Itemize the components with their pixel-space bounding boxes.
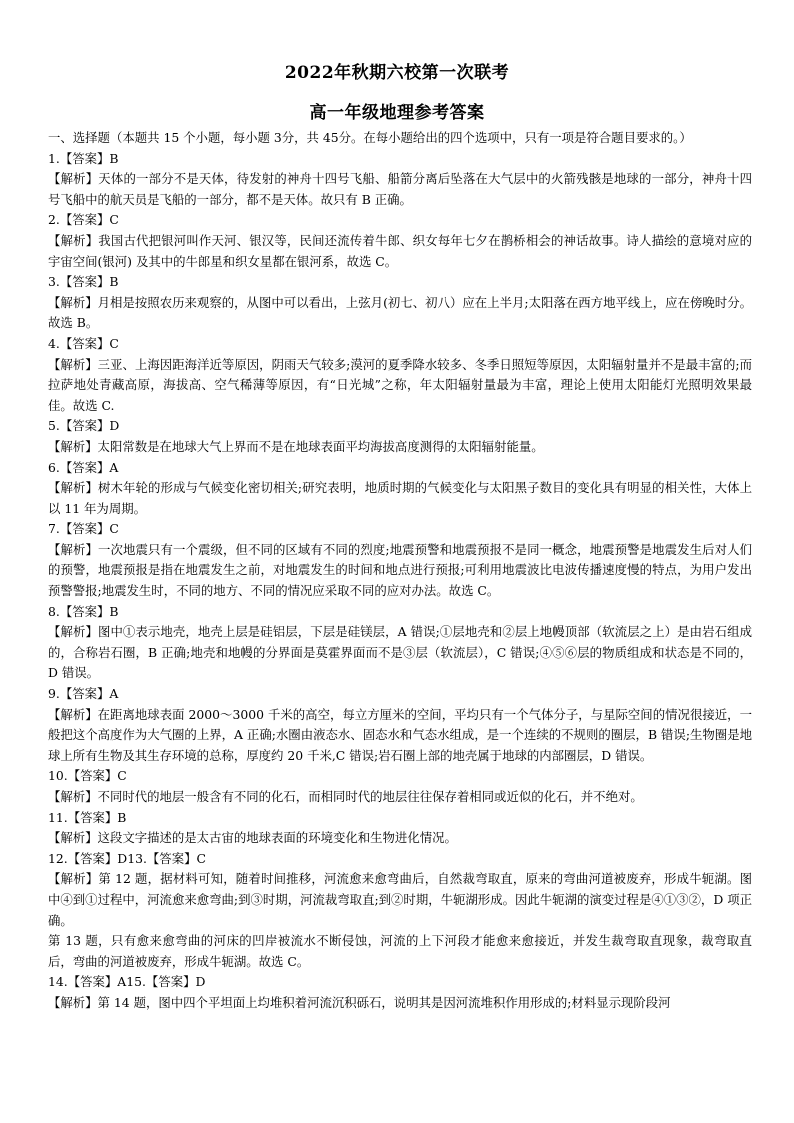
answer-line: 14.【答案】A15.【答案】D <box>48 974 206 990</box>
analysis-paragraph: 【解析】第 12 题，据材料可知，随着时间推移，河流愈来愈弯曲后，自然裁弯取直，原来的弯曲河道被废弃，形成牛轭湖。图中④到①过程中，河流愈来愈弯曲;到③时期，河流裁弯取直;到②时期，牛轭湖形成。因此牛轭湖的演变过程是④①③②，D 项正确。 <box>48 871 752 928</box>
answer-line: 2.【答案】C <box>48 212 119 228</box>
analysis-paragraph: 【解析】第 14 题，图中四个平坦面上均堆积着河流沉积砾石，说明其是因河流堆积作用形成的;材料显示现阶段河 <box>48 994 671 1010</box>
answer-line: 11.【答案】B <box>48 809 127 825</box>
answer-line: 12.【答案】D13.【答案】C <box>48 850 206 866</box>
answer-body <box>48 128 752 1014</box>
answer-line: 8.【答案】B <box>48 603 119 619</box>
answer-line: 3.【答案】B <box>48 274 119 290</box>
exam-title: 2022年秋期六校第一次联考 <box>284 63 510 83</box>
answer-line: 9.【答案】A <box>48 686 119 702</box>
answer-line: 7.【答案】C <box>48 521 119 537</box>
analysis-paragraph: 【解析】太阳常数是在地球大气上界而不是在地球表面平均海拔高度测得的太阳辐射能量。 <box>48 438 544 454</box>
analysis-paragraph: 第 13 题，只有愈来愈弯曲的河床的凹岸被流水不断侵蚀，河流的上下河段才能愈来愈接近，并发生裁弯取直现象，裁弯取直后，弯曲的河道被废弃，形成牛轭湖。故选 C。 <box>48 933 752 969</box>
answer-line: 4.【答案】C <box>48 335 119 351</box>
analysis-paragraph: 【解析】在距离地球表面 2000～3000 千米的高空，每立方厘米的空间，平均只有一个气体分子，与星际空间的情况很接近，一般把这个高度作为大气圈的上界，A 正确;水圈由液态水、固态水和气态水组成，是一个连续的不规则的圈层，B 错误;生物圈是地球上所有生物及其生存环境的总称，厚度约 20 千米,C 错误;岩石圈上部的地壳属于地球的内部圈层，D 错误。 <box>48 706 752 763</box>
analysis-paragraph: 【解析】图中①表示地壳，地壳上层是硅铝层，下层是硅镁层，A 错误;①层地壳和②层上地幔顶部（软流层之上）是由岩石组成的，合称岩石圈，B 正确;地壳和地幔的分界面是莫霍界面而不是③层（软流层），C 错误;④⑤⑥层的物质组成和状态是不同的，D 错误。 <box>48 624 752 681</box>
analysis-paragraph: 【解析】天体的一部分不是天体，待发射的神舟十四号飞船、船箭分离后坠落在大气层中的火箭残骸是地球的一部分，神舟十四号飞船中的航天员是飞船的一部分，都不是天体。故只有 B 正确。 <box>48 171 752 207</box>
analysis-paragraph: 【解析】月相是按照农历来观察的，从图中可以看出，上弦月(初七、初八）应在上半月;太阳落在西方地平线上，应在傍晚时分。故选 B。 <box>48 294 752 331</box>
analysis-paragraph: 【解析】一次地震只有一个震级，但不同的区域有不同的烈度;地震预警和地震预报不是同一概念，地震预警是地震发生后对人们的预警，地震预报是指在地震发生之前，对地震发生的时间和地点进行预报;可利用地震波比电波传播速度慢的特点，为用户发出预警警报;地震发生时，不同的地方、不同的情况应采取不同的应对办法。故选 C。 <box>48 541 752 599</box>
analysis-paragraph: 【解析】三亚、上海因距海洋近等原因，阴雨天气较多;漠河的夏季降水较多、冬季日照短等原因，太阳辐射量并不是最丰富的;而拉萨地处青藏高原，海拔高、空气稀薄等原因，有“日光城”之称，年太阳辐射量最为丰富，理论上使用太阳能灯光照明效果最佳。故选 C. <box>48 356 752 413</box>
answer-line: 10.【答案】C <box>48 768 127 784</box>
answer-line: 5.【答案】D <box>48 418 120 434</box>
answer-key-title: 高一年级地理参考答案 <box>309 103 485 123</box>
analysis-paragraph: 【解析】这段文字描述的是太古宙的地球表面的环境变化和生物进化情况。 <box>48 830 457 846</box>
answer-line: 1.【答案】B <box>48 150 119 166</box>
analysis-paragraph: 【解析】不同时代的地层一般含有不同的化石，而相同时代的地层往往保存着相同或近似的化石，并不绝对。 <box>48 789 643 804</box>
analysis-paragraph: 【解析】我国古代把银河叫作天河、银汉等，民间还流传着牛郎、织女每年七夕在鹊桥相会的神话故事。诗人描绘的意境对应的宇宙空间(银河) 及其中的牛郎星和织女星都在银河系，故选 C。 <box>48 232 752 269</box>
analysis-paragraph: 【解析】树木年轮的形成与气候变化密切相关;研究表明，地质时期的气候变化与太阳黑子数目的变化具有明显的相关性，大体上以 11 年为周期。 <box>48 480 752 516</box>
answer-line: 6.【答案】A <box>48 459 119 475</box>
section-intro: 一、选择题（本题共 15 个小题，每小题 3分，共 45分。在每小题给出的四个选项中，只有一项是符合题目要求的。） <box>48 130 692 145</box>
